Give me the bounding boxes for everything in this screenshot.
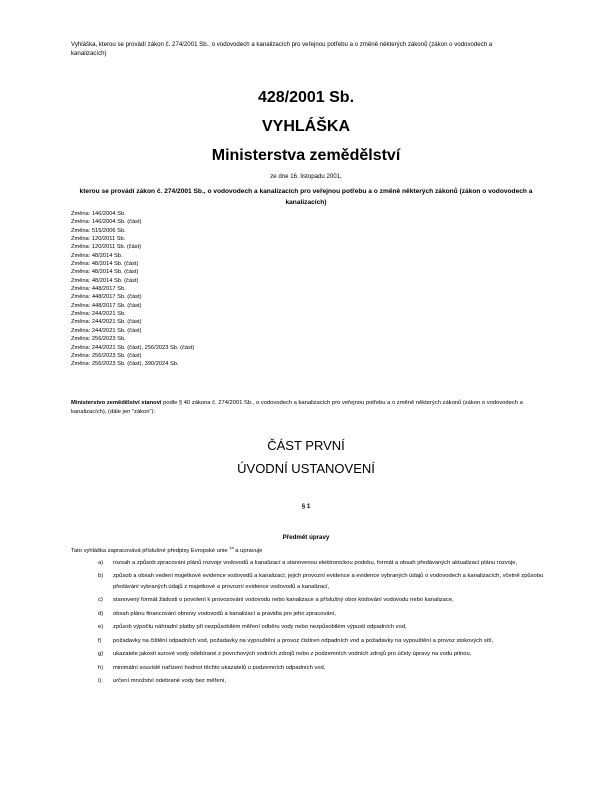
section-number: § 1 (301, 503, 311, 510)
provision-letter: e) (98, 624, 104, 631)
preamble-text: podle § 40 zákona č. 274/2001 Sb., o vodovodech a kanalizacích pro veřejnou potřebu a o změně některých zákonů (zákon o vodovodech a kanalizacích), (dále jen "zákon"): (71, 400, 523, 415)
provision-letter: g) (98, 651, 104, 658)
provision-item (98, 663, 544, 673)
document-subtitle: kterou se provádí zákon č. 274/2001 Sb., o vodovodech a kanalizacích pro veřejnou potřebu a o změně některých zákonů (zákon o vodovodech a kanalizacích) (79, 188, 533, 206)
provision-text: obsah plánu financování obnovy vodovodů a kanalizací a pravidla pro jeho zpracování, (113, 610, 337, 617)
provision-text: stanovený formát žádosti o povolení k provozování vodovodu nebo kanalizace a příslušný obor kódování vodovodu nebo kanalizace, (113, 597, 454, 604)
amendment-item: Změna: 244/2021 Sb. (část) (71, 319, 142, 326)
provision-text: rozsah a způsob zpracování plánů rozvoje vodovodů a kanalizací a stanovenou elektronickou podobu, formát a obsah předávaných aktualizací plánu rozvoje, (113, 560, 518, 566)
provision-letter: a) (98, 560, 104, 566)
part-name: ÚVODNÍ USTANOVENÍ (237, 461, 375, 476)
document-type: VYHLÁŠKA (261, 118, 350, 135)
amendment-item: Změna: 146/2004 Sb. (část) (71, 219, 142, 226)
preamble (71, 399, 545, 417)
document-number: 428/2001 Sb. (257, 89, 355, 106)
amendment-item: Změna: 448/2017 Sb. (část) (71, 302, 142, 309)
amendment-item: Změna: 146/2004 Sb. (71, 211, 126, 217)
amendment-item: Změna: 256/2023 Sb. (část) (71, 352, 142, 359)
amendment-item: Změna: 48/2014 Sb. (část) (71, 269, 139, 276)
intro-end: a upravuje (233, 548, 263, 554)
intro-text: Tato vyhláška zapracovává příslušné předpisy Evropské unie (71, 548, 228, 554)
provision-item (98, 595, 544, 605)
amendment-item: Změna: 256/2023 Sb. (část), 390/2024 Sb. (71, 361, 179, 368)
provision-text: určení množství odebrané vody bez měření, (113, 678, 227, 685)
amendment-item: Změna: 448/2017 Sb. (71, 286, 126, 293)
provision-letter: b) (98, 573, 104, 580)
provision-text: požadavky na čištění odpadních vod, požadavky na vypouštění a provoz čistíren odpadních vod a požadavky na vypouštění a provoz stokových sítí, (113, 637, 494, 644)
amendment-item: Změna: 48/2014 Sb. (část) (71, 261, 139, 268)
amendment-item: Změna: 120/2011 Sb. (část) (71, 244, 142, 251)
issuing-ministry: Ministerstva zemědělství (211, 147, 401, 164)
amendment-item: Změna: 48/2014 Sb. (část) (71, 277, 139, 284)
provision-text: způsob výpočtu náhradní platby při nezpůsobilém měření odběru vody nebo nezpůsobilém výpustí odpadních vod, (113, 624, 407, 631)
amendment-item: Změna: 256/2023 Sb. (71, 336, 126, 343)
section-intro (71, 547, 541, 555)
issue-date: ze dne 16. listopadu 2001, (270, 173, 342, 180)
preamble-lead: Ministerstvo zemědělství stanoví (71, 400, 162, 406)
provision-text: minimální souvislé nařízení hodnot těchto ukazatelů u podzemních odpadních vod, (113, 664, 326, 671)
provision-letter: c) (98, 597, 103, 604)
provision-item (98, 636, 544, 646)
provision-letter: i) (98, 678, 102, 685)
amendment-item: Změna: 244/2021 Sb. (část), 256/2023 Sb. (část) (71, 344, 195, 351)
provision-text: způsob a obsah vedení majetkové evidence vodovodů a kanalizací, jejich provozní evidence a evidence vybraných údajů o vodovodech a kanalizacích, včetně způsobu předávání vybraných údajů z majetkové a provozní evidence vodovodů a kanalizací, (113, 573, 544, 590)
provision-item (98, 571, 544, 592)
amendment-item: Změna: 244/2021 Sb. (část) (71, 327, 142, 334)
provision-letter: d) (98, 610, 104, 617)
provision-item (98, 676, 544, 686)
amendment-item: Změna: 48/2014 Sb. (71, 252, 123, 259)
provision-list (98, 558, 544, 690)
amendment-item: Změna: 120/2011 Sb. (71, 236, 126, 243)
amendment-item: Změna: 448/2017 Sb. (část) (71, 294, 142, 301)
provision-text: ukazatele jakosti surové vody odebírané z povrchových vodních zdrojů nebo z podzemních vodních zdrojů pro účely úpravy na vodu pitnou, (113, 651, 472, 658)
provision-letter: h) (98, 664, 104, 671)
header-note: Vyhláška, kterou se provádí zákon č. 274/2001 Sb., o vodovodech a kanalizacích pro veřejnou potřebu a o změně některých zákonů (zákon o vodovodech a kanalizacích) (71, 41, 493, 57)
provision-letter: f) (98, 637, 102, 644)
provision-item (98, 609, 544, 619)
provision-item (98, 622, 544, 632)
amendment-list (71, 210, 371, 369)
section-title: Předmět úpravy (282, 534, 330, 541)
amendment-item: Změna: 515/2006 Sb. (71, 227, 126, 234)
part-title: ČÁST PRVNÍ (267, 438, 345, 453)
amendment-item: Změna: 244/2021 Sb. (71, 311, 126, 318)
provision-item (98, 649, 544, 659)
footnote-reference[interactable]: 1a (229, 545, 234, 551)
provision-item (98, 558, 544, 568)
